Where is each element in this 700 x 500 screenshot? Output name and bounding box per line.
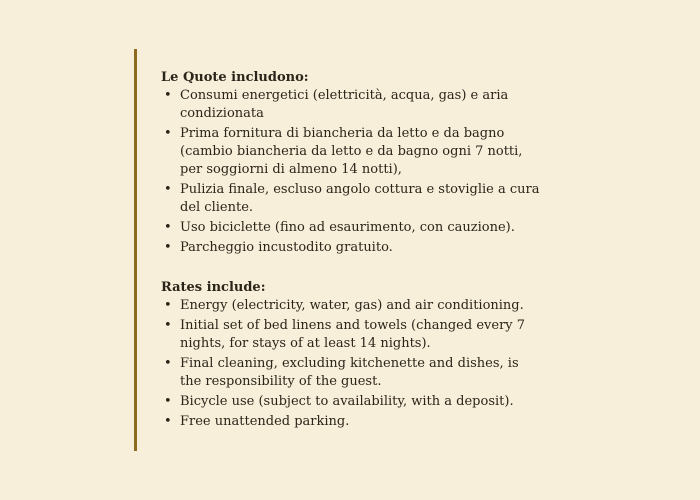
english-section-title: Rates include:	[161, 280, 266, 295]
bullet-icon: •	[164, 298, 172, 313]
list-item: • Bicycle use (subject to availability, with a deposit).	[164, 394, 514, 409]
bullet-icon: •	[164, 220, 172, 235]
italian-section-title: Le Quote includono:	[161, 70, 309, 85]
section-spacer	[161, 259, 541, 279]
list-item: • Pulizia finale, escluso angolo cottura e stoviglie a cura del cliente.	[164, 182, 540, 215]
bullet-icon: •	[164, 394, 172, 409]
bullet-icon: •	[164, 126, 172, 141]
list-item: • Free unattended parking.	[164, 414, 350, 429]
bullet-icon: •	[164, 88, 172, 103]
list-item: • Prima fornitura di biancheria da letto e da bagno (cambio biancheria da letto e da bagno ogni 7 notti, per soggiorni di almeno 14 notti),	[164, 126, 523, 177]
list-item: • Parcheggio incustodito gratuito.	[164, 240, 393, 255]
list-item: • Final cleaning, excluding kitchenette and dishes, is the responsibility of the guest.	[164, 356, 519, 389]
bullet-icon: •	[164, 240, 172, 255]
list-item: • Consumi energetici (elettricità, acqua, gas) e aria condizionata	[164, 88, 509, 121]
accent-vertical-rule	[134, 49, 137, 451]
bullet-icon: •	[164, 356, 172, 371]
list-item: • Initial set of bed linens and towels (changed every 7 nights, for stays of at least 14 nights).	[164, 318, 526, 351]
italian-list	[161, 87, 541, 257]
bullet-icon: •	[164, 318, 172, 333]
rates-content	[161, 69, 541, 433]
list-item: • Uso biciclette (fino ad esaurimento, con cauzione).	[164, 220, 515, 235]
english-list	[161, 297, 541, 431]
bullet-icon: •	[164, 182, 172, 197]
list-item: • Energy (electricity, water, gas) and air conditioning.	[164, 298, 524, 313]
bullet-icon: •	[164, 414, 172, 429]
